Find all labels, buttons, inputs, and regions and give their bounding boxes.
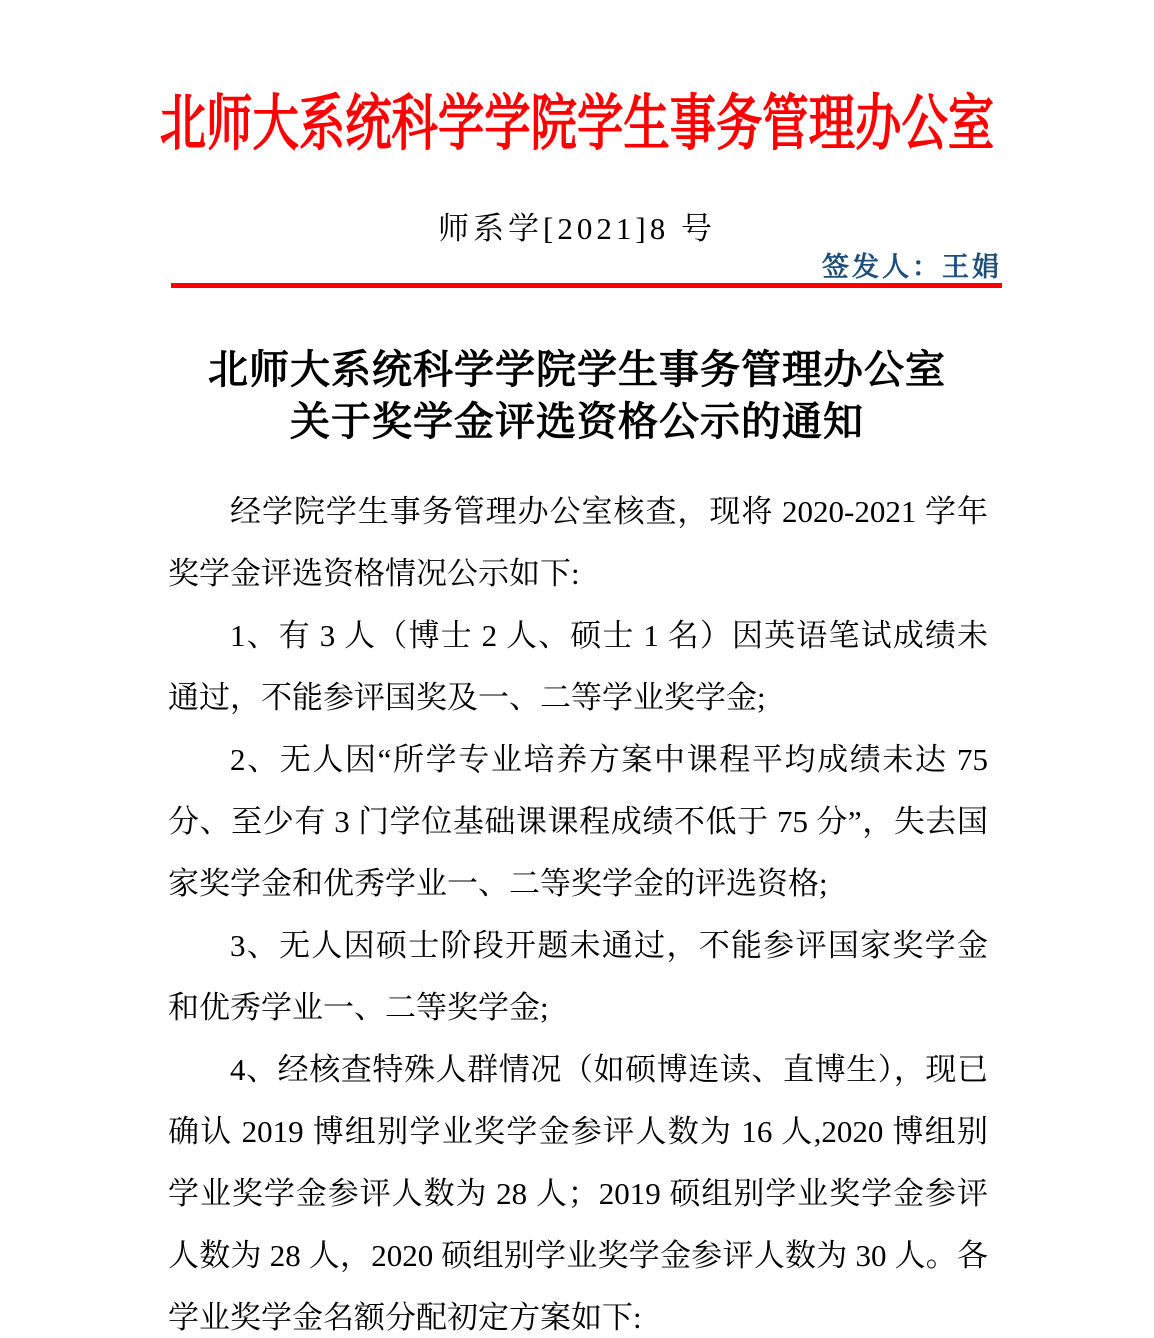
issuer-name: 王娟 [942, 252, 1002, 282]
issuer-line [822, 245, 1002, 284]
document-number: 师系学[2021]8 号 [438, 211, 716, 246]
document-body [168, 481, 988, 1338]
paragraph-intro: 经学院学生事务管理办公室核查，现将 2020-2021 学年奖学金评选资格情况公示如下: [168, 494, 988, 591]
paragraph-item-3: 3、无人因硕士阶段开题未通过，不能参评国家奖学金和优秀学业一、二等奖学金; [168, 928, 988, 1025]
document-title [0, 344, 1154, 448]
paragraph-item-1: 1、有 3 人（博士 2 人、硕士 1 名）因英语笔试成绩未通过，不能参评国奖及一、二等学业奖学金; [168, 618, 988, 715]
issuer-label: 签发人： [822, 252, 942, 282]
red-divider-line [171, 283, 1002, 288]
document-title-line2: 关于奖学金评选资格公示的通知 [290, 399, 864, 444]
paragraph-item-2: 2、无人因“所学专业培养方案中课程平均成绩未达 75 分、至少有 3 门学位基础课课程成绩不低于 75 分”，失去国家奖学金和优秀学业一、二等奖学金的评选资格; [168, 742, 988, 901]
letterhead-title: 北师大系统科学学院学生事务管理办公室 [159, 91, 995, 158]
document-title-line1: 北师大系统科学学院学生事务管理办公室 [208, 347, 946, 392]
paragraph-item-4: 4、经核查特殊人群情况（如硕博连读、直博生），现已确认 2019 博组别学业奖学金参评人数为 16 人,2020 博组别学业奖学金参评人数为 28 人；2019 硕组别学业奖学金参评人数为 28 人，2020 硕组别学业奖学金参评人数为 30 人。各学业奖学金名额分配初定方案如下: [168, 1052, 988, 1335]
